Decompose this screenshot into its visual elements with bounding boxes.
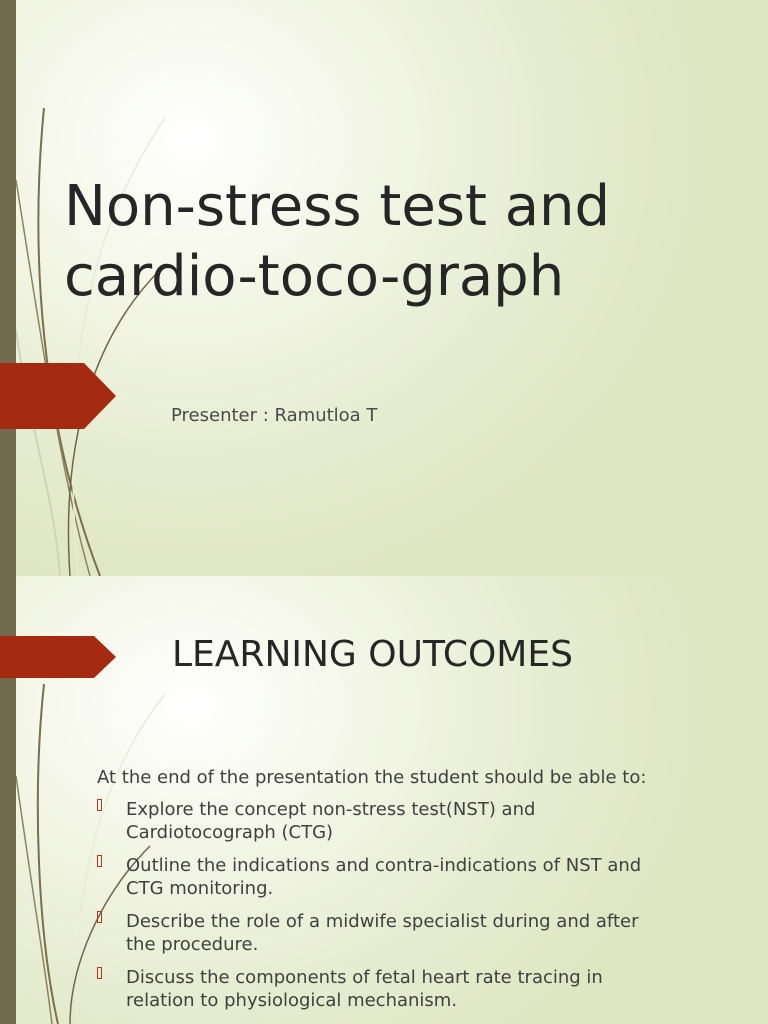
intro-text: At the end of the presentation the student should be able to:	[97, 767, 647, 788]
slide-title	[64, 172, 724, 312]
list-item-line-2: Cardiotocograph (CTG)	[126, 822, 334, 843]
list-item	[97, 910, 697, 956]
outcomes-list	[97, 798, 697, 1022]
hollow-square-bullet-icon	[97, 911, 102, 923]
left-side-bar	[0, 0, 16, 576]
list-item-line-1: Outline the indications and contra-indications of NST and	[126, 855, 642, 876]
list-item-line-2: the procedure.	[126, 934, 259, 955]
hollow-square-bullet-icon	[97, 799, 102, 811]
list-item	[97, 966, 697, 1012]
slide-title-line-1: Non-stress test and	[64, 174, 611, 239]
learning-outcomes-slide	[0, 576, 768, 1024]
accent-tab-shape	[0, 363, 116, 429]
hollow-square-bullet-icon	[97, 855, 102, 867]
learning-outcomes-heading: LEARNING OUTCOMES	[172, 634, 573, 675]
presenter-text: Presenter : Ramutloa T	[171, 405, 378, 426]
list-item-line-1: Describe the role of a midwife specialist during and after	[126, 911, 639, 932]
list-item-line-2: relation to physiological mechanism.	[126, 990, 458, 1011]
list-item	[97, 854, 697, 900]
slide-title-line-2: cardio-toco-graph	[64, 244, 565, 309]
list-item	[97, 798, 697, 844]
hollow-square-bullet-icon	[97, 967, 102, 979]
accent-tab-shape	[0, 636, 116, 678]
list-item-line-2: CTG monitoring.	[126, 878, 274, 899]
list-item-line-1: Explore the concept non-stress test(NST) and	[126, 799, 536, 820]
list-item-line-1: Discuss the components of fetal heart rate tracing in	[126, 967, 603, 988]
